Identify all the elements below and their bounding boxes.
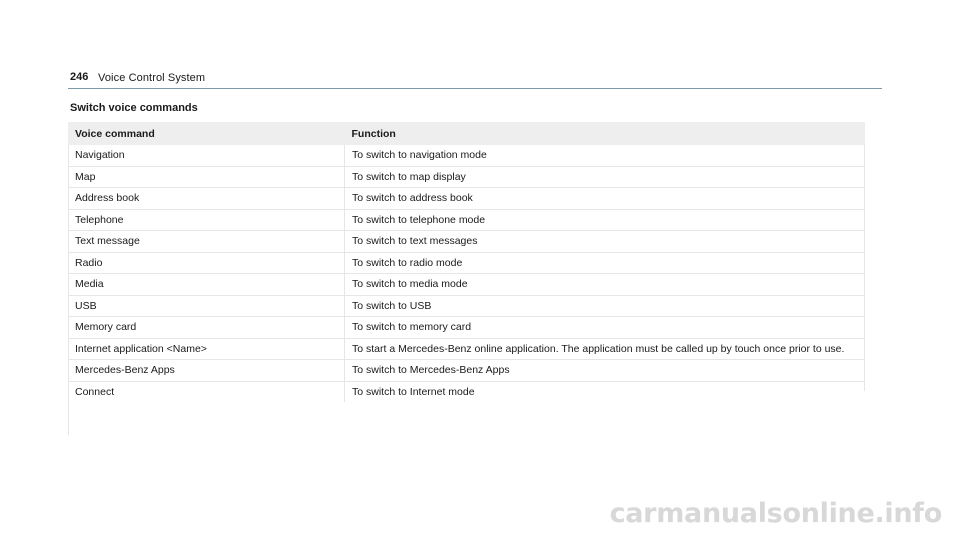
page-number: 246 [70,71,89,83]
function-cell: To start a Mercedes-Benz online application. The application must be called up by touch once prior to use. [345,338,866,360]
command-cell: Navigation [68,145,345,166]
command-cell: Telephone [68,209,345,231]
table-row [68,381,865,402]
table-row [68,145,865,166]
command-cell: Internet application <Name> [68,338,345,360]
table-row [68,209,865,231]
function-cell: To switch to navigation mode [345,145,866,166]
function-cell: To switch to USB [345,295,866,317]
table-row [68,274,865,296]
table-row [68,188,865,210]
table-row [68,360,865,382]
command-cell: Mercedes-Benz Apps [68,360,345,382]
command-cell: Memory card [68,317,345,339]
function-cell: To switch to Internet mode [352,385,475,398]
page-header [68,70,882,89]
function-cell: To switch to Mercedes-Benz Apps [345,360,866,382]
table-row [68,231,865,253]
table-row [68,338,865,360]
table-row [68,166,865,188]
function-cell: To switch to memory card [345,317,866,339]
table-right-border [864,145,865,391]
function-cell: To switch to map display [345,166,866,188]
command-cell: Connect [68,381,345,402]
table-row [68,317,865,339]
section-title: Switch voice commands [70,102,198,114]
function-cell: To switch to media mode [345,274,866,296]
table-row [68,295,865,317]
command-cell: Media [68,274,345,296]
function-cell: To switch to text messages [345,231,866,253]
column-header-function: Function [345,122,866,145]
command-cell: Radio [68,252,345,274]
function-cell: To switch to radio mode [345,252,866,274]
command-cell: Text message [68,231,345,253]
function-cell: To switch to address book [345,188,866,210]
watermark: carmanualsonline.info [609,498,942,529]
function-cell: To switch to telephone mode [345,209,866,231]
table-header-row [68,122,865,145]
column-header-voice-command: Voice command [68,122,345,145]
command-cell: Address book [68,188,345,210]
table-row [68,252,865,274]
voice-commands-table [68,122,865,402]
command-cell: USB [68,295,345,317]
header-title: Voice Control System [98,72,206,84]
command-cell: Map [68,166,345,188]
